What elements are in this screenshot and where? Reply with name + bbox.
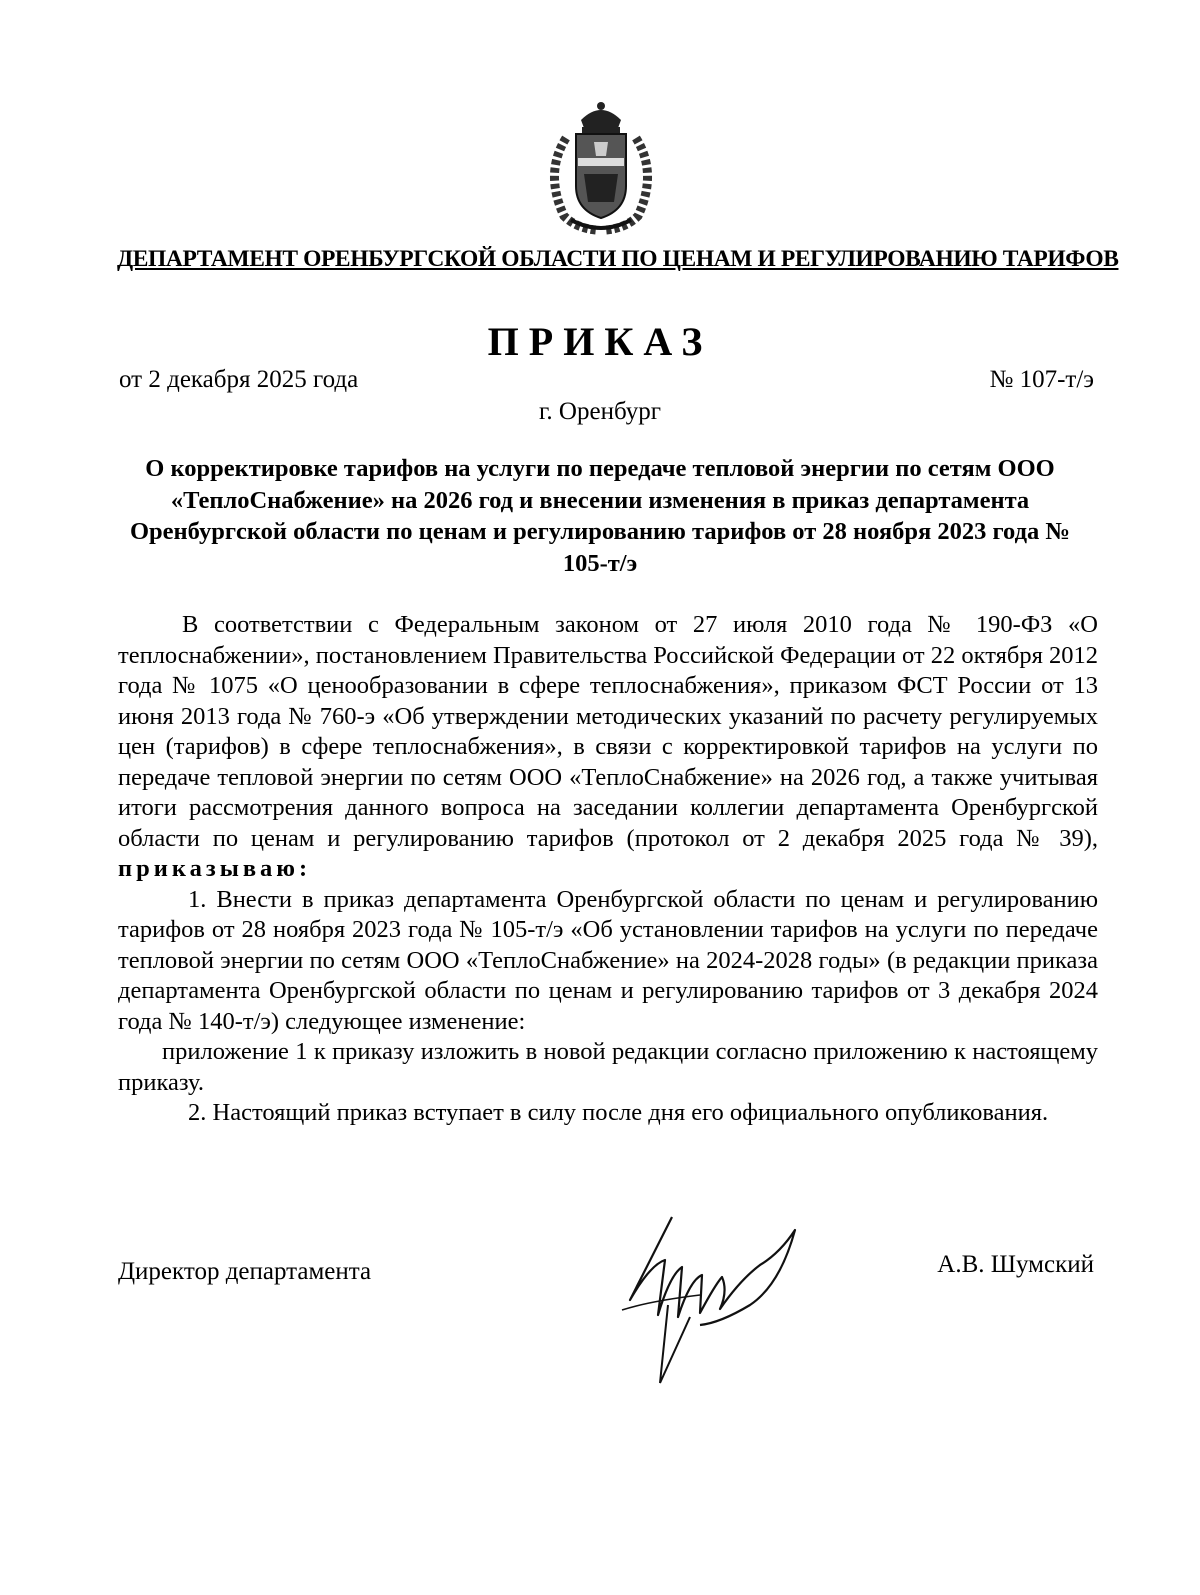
order-number: № 107-т/э [989,366,1094,393]
order-body [118,610,1098,1129]
preamble-text: В соответствии с Федеральным законом от 27 июля 2010 года № 190-ФЗ «О теплоснабжении», постановлением Правительства Российской Федерации от 22 октября 2012 года № 1075 «О ценообразовании в сфере теплоснабжения», приказом ФСТ России от 13 июня 2013 года № 760-э «Об утверждении методических указаний по расчету регулируемых цен (тарифов) в сфере теплоснабжения», в связи с корректировкой тарифов на услуги по передаче тепловой энергии по сетям ООО «ТеплоСнабжение» на 2026 год, а также учитывая итоги рассмотрения данного вопроса на заседании коллегии департамента Оренбургской области по ценам и регулированию тарифов (протокол от 2 декабря 2025 года № 39), [118,611,1098,852]
item-1: 1. Внести в приказ департамента Оренбургской области по ценам и регулированию тарифов от 28 ноября 2023 года № 105-т/э «Об установлении тарифов на услуги по передаче тепловой энергии по сетям ООО «ТеплоСнабжение» на 2024-2028 годы» (в редакции приказа департамента Оренбургской области по ценам и регулированию тарифов от 3 декабря 2024 года № 140-т/э) следующее изменение: [118,885,1098,1035]
item-2: 2. Настоящий приказ вступает в силу после дня его официального опубликования. [188,1099,1049,1126]
signer-position: Директор департамента [118,1258,372,1285]
preamble-paragraph [118,610,1098,885]
coat-of-arms-icon [536,98,666,238]
decree-word: приказываю: [118,855,312,882]
signer-name: А.В. Шумский [937,1251,1094,1278]
order-date: от 2 декабря 2025 года [119,366,359,393]
order-title: ПРИКАЗ [487,319,713,364]
order-city: г. Оренбург [539,398,661,425]
item-1-detail: приложение 1 к приказу изложить в новой редакции согласно приложению к настоящему приказу. [118,1038,1098,1096]
signature-icon [610,1205,810,1385]
order-subject: О корректировке тарифов на услуги по передаче тепловой энергии по сетям ООО «ТеплоСнабжение» на 2026 год и внесении изменения в приказ департамента Оренбургской области по ценам и регулированию тарифов от 28 ноября 2023 года № 105-т/э [129,455,1070,577]
department-name: ДЕПАРТАМЕНТ ОРЕНБУРГСКОЙ ОБЛАСТИ ПО ЦЕНАМ И РЕГУЛИРОВАНИЮ ТАРИФОВ [117,246,1119,272]
